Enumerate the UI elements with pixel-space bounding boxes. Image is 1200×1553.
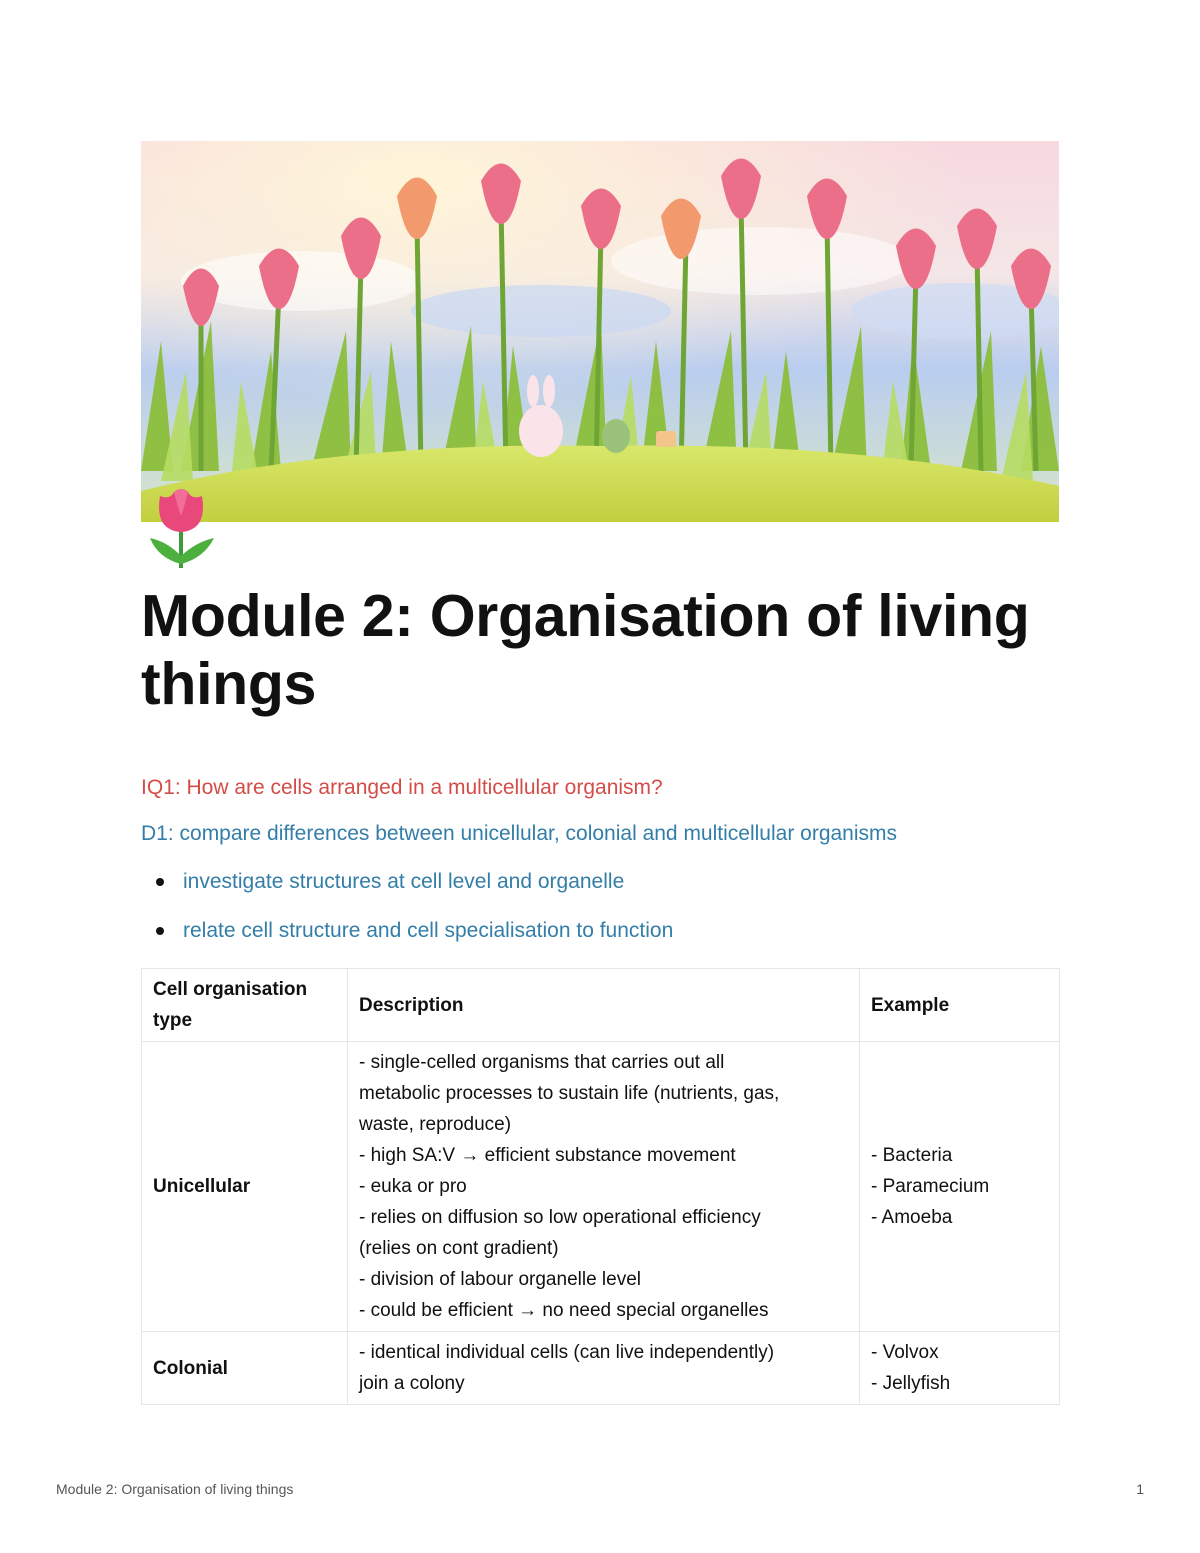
header-cell-type: Cell organisation type: [142, 969, 348, 1042]
row-type-cell: Unicellular: [142, 1042, 348, 1332]
bullet-icon: [156, 927, 164, 935]
inquiry-question: IQ1: How are cells arranged in a multicellular organism?: [141, 776, 663, 799]
example-line: - Paramecium: [871, 1176, 990, 1197]
description-line: metabolic processes to sustain life (nutrients, gas,: [359, 1083, 780, 1104]
bullet-text: relate cell structure and cell specialisation to function: [183, 919, 674, 942]
header-cell-example: Example: [860, 969, 1060, 1042]
example-line: - Volvox: [871, 1342, 939, 1363]
table-header-row: [142, 969, 1060, 1042]
description-line: - division of labour organelle level: [359, 1269, 641, 1290]
list-item: [141, 917, 673, 945]
row-example-cell: [860, 1332, 1060, 1405]
cover-image: [141, 141, 1059, 522]
description-line: - could be efficient → no need special organelles: [359, 1300, 769, 1321]
description-line: - euka or pro: [359, 1176, 467, 1197]
example-line: - Jellyfish: [871, 1373, 951, 1394]
row-description-cell: [348, 1332, 860, 1405]
example-line: - Amoeba: [871, 1207, 953, 1228]
header-cell-description: Description: [348, 969, 860, 1042]
page-number: 1: [1136, 1481, 1144, 1497]
bullet-text: investigate structures at cell level and organelle: [183, 870, 625, 893]
tulip-icon: [144, 486, 220, 570]
description-line: waste, reproduce): [359, 1114, 512, 1135]
row-example-cell: [860, 1042, 1060, 1332]
description-line: (relies on cont gradient): [359, 1238, 559, 1259]
description-line: join a colony: [359, 1373, 465, 1394]
row-description-cell: [348, 1042, 860, 1332]
description-line: - relies on diffusion so low operational efficiency: [359, 1207, 761, 1228]
description-line: - single-celled organisms that carries out all: [359, 1052, 725, 1073]
table-row: [142, 1042, 1060, 1332]
list-item: [141, 868, 673, 896]
bullet-list: [141, 868, 673, 966]
example-line: - Bacteria: [871, 1145, 953, 1166]
row-type-cell: Colonial: [142, 1332, 348, 1405]
footer-title: Module 2: Organisation of living things: [56, 1481, 294, 1497]
bullet-icon: [156, 878, 164, 886]
description-line: - identical individual cells (can live independently): [359, 1342, 775, 1363]
organisation-table: [141, 968, 1060, 1405]
description-line: - high SA:V → efficient substance movement: [359, 1145, 736, 1166]
table-row: [142, 1332, 1060, 1405]
dot-point: D1: compare differences between unicellular, colonial and multicellular organisms: [141, 822, 898, 845]
page-title: Module 2: Organisation of living things: [141, 583, 1030, 717]
